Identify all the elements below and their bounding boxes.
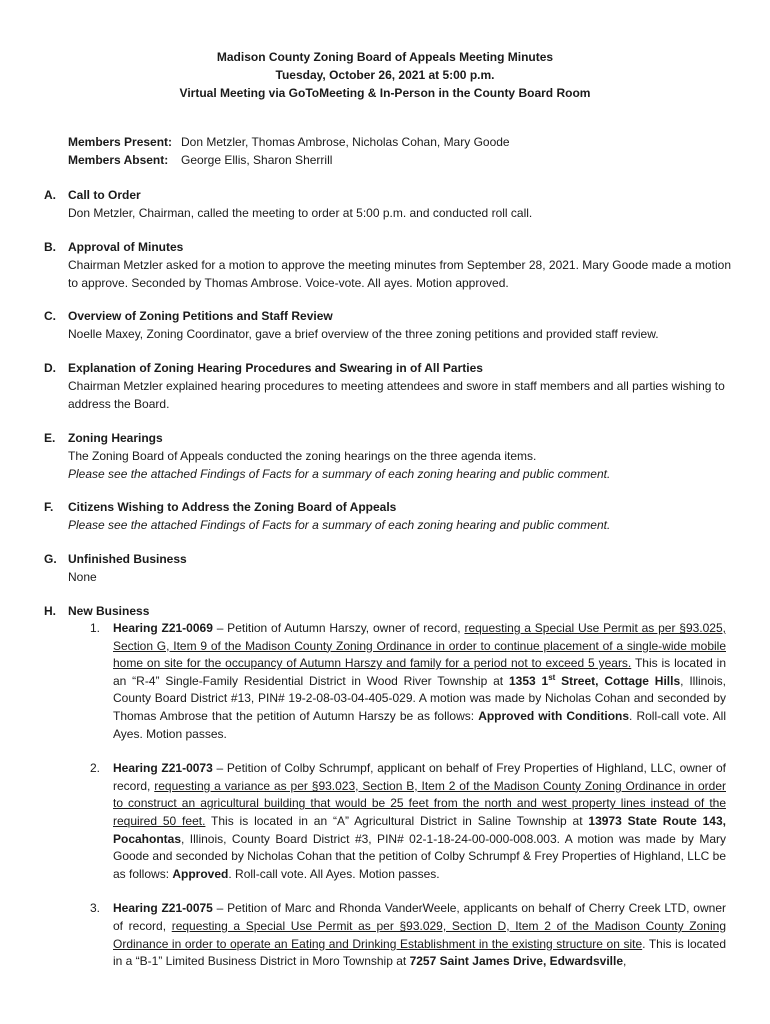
hearing-id: Hearing Z21-0073: [113, 761, 213, 776]
section-title: Approval of Minutes: [68, 240, 184, 254]
item-number: 2.: [90, 761, 101, 776]
members-present-label: Members Present:: [68, 135, 173, 149]
document-title: Madison County Zoning Board of Appeals Meeting Minutes: [216, 50, 554, 64]
document-header: [0, 48, 770, 102]
section-letter: H.: [44, 604, 56, 618]
section-d: [44, 359, 734, 413]
section-letter: D.: [44, 361, 56, 375]
item-text: This is located in an “R-4” Single-Family Residential District in Wood River Township at: [113, 656, 726, 688]
section-letter: A.: [44, 188, 56, 202]
hearing-id: Hearing Z21-0075: [113, 901, 213, 916]
section-title: Overview of Zoning Petitions and Staff Review: [68, 309, 333, 323]
meeting-location: Virtual Meeting via GoToMeeting & In-Person in the County Board Room: [179, 86, 591, 100]
new-business-list: [68, 620, 726, 988]
section-a: [44, 186, 734, 222]
item-text: This is located in an “A” Agricultural District in Saline Township at: [205, 813, 589, 828]
section-note: Please see the attached Findings of Facts for a summary of each zoning hearing and public comment.: [68, 467, 611, 481]
section-letter: B.: [44, 240, 56, 254]
request-text: requesting a Special Use Permit as per §93.025, Section G, Item 9 of the Madison County Zoning Ordinance in order to continue placement of a single-wide mobile home on site for the occupancy of Autumn Harszy and family for a period not to exceed 5 years.: [113, 621, 726, 671]
section-title: New Business: [68, 604, 150, 618]
property-address: 7257 Saint James Drive, Edwardsville: [409, 954, 624, 969]
item-text: , Illinois, County Board District #3, PIN# 02-1-18-24-00-000-008.003. A motion was made by Mary Goode and seconded by Nicholas Cohan that the petition of Colby Schrumpf & Frey Properties of Highland, LLC be as follows:: [113, 831, 726, 881]
list-item: [68, 900, 726, 970]
section-h: [44, 602, 734, 620]
item-text: . Roll-call vote. All Ayes. Motion passes.: [228, 866, 440, 881]
section-text: The Zoning Board of Appeals conducted the zoning hearings on the three agenda items.: [68, 449, 537, 463]
section-letter: G.: [44, 552, 57, 566]
meeting-date: Tuesday, October 26, 2021 at 5:00 p.m.: [275, 68, 495, 82]
section-b: [44, 238, 734, 292]
members-block: [68, 133, 510, 169]
section-text: Don Metzler, Chairman, called the meeting to order at 5:00 p.m. and conducted roll call.: [68, 206, 533, 220]
section-letter: C.: [44, 309, 56, 323]
item-text: – Petition of Colby Schrumpf, applicant on behalf of Frey Properties of Highland, LLC, owner of record,: [113, 761, 726, 793]
section-e: [44, 429, 734, 483]
section-f: [44, 498, 734, 534]
members-absent-row: [68, 151, 510, 169]
item-number: 3.: [90, 901, 101, 916]
decision: Approved with Conditions: [478, 708, 630, 723]
section-text: None: [68, 570, 97, 584]
members-absent-list: George Ellis, Sharon Sherrill: [181, 153, 333, 167]
section-title: Zoning Hearings: [68, 431, 163, 445]
section-letter: F.: [44, 500, 54, 514]
list-item: [68, 760, 726, 883]
item-text: ,: [623, 954, 627, 969]
section-g: [44, 550, 734, 586]
section-title: Explanation of Zoning Hearing Procedures and Swearing in of All Parties: [68, 361, 483, 375]
section-title: Unfinished Business: [68, 552, 187, 566]
section-text: Chairman Metzler explained hearing procedures to meeting attendees and swore in staff members and all parties wishing to address the Board.: [68, 379, 725, 411]
section-c: [44, 307, 734, 343]
section-text: Chairman Metzler asked for a motion to approve the meeting minutes from September 28, 2021. Mary Goode made a motion to approve. Seconded by Thomas Ambrose. Voice-vote. All ayes. Motion approved.: [68, 258, 731, 290]
address-superscript: st: [548, 672, 556, 682]
section-note: Please see the attached Findings of Facts for a summary of each zoning hearing and public comment.: [68, 518, 611, 532]
address-part: 1353 1: [508, 673, 549, 688]
list-item: [68, 620, 726, 743]
property-address: [509, 674, 680, 688]
property-address: 13973 State Route 143, Pocahontas: [113, 813, 726, 846]
members-present-list: Don Metzler, Thomas Ambrose, Nicholas Cohan, Mary Goode: [181, 135, 510, 149]
item-text: – Petition of Autumn Harszy, owner of record,: [212, 621, 465, 635]
decision: Approved: [172, 866, 229, 881]
request-text: requesting a variance as per §93.023, Section B, Item 2 of the Madison County Zoning Ordinance in order to construct an agricultural building that would be 25 feet from the north and west property lines instead of the required 50 feet.: [113, 778, 726, 828]
item-text: , Illinois, County Board District #13, PIN# 19-2-08-03-04-405-029. A motion was made by Nicholas Cohan and seconded by Thomas Ambrose that the petition of Autumn Harszy be as follows:: [113, 673, 726, 723]
section-title: Call to Order: [68, 188, 141, 202]
section-text: Noelle Maxey, Zoning Coordinator, gave a brief overview of the three zoning petitions and provided staff review.: [68, 327, 659, 341]
item-text: . Roll-call vote. All Ayes. Motion passes.: [113, 708, 727, 741]
members-present-row: [68, 133, 510, 151]
hearing-id: Hearing Z21-0069: [113, 621, 213, 635]
item-number: 1.: [90, 621, 101, 635]
members-absent-label: Members Absent:: [68, 153, 169, 167]
section-letter: E.: [44, 431, 56, 445]
address-part: Street, Cottage Hills: [555, 673, 681, 688]
item-text: – Petition of Marc and Rhonda VanderWeele, applicants on behalf of Cherry Creek LTD, owner of record,: [113, 901, 726, 933]
request-text: requesting a Special Use Permit as per §93.029, Section D, Item 2 of the Madison County Zoning Ordinance in order to operate an Eating and Drinking Establishment in the existing structure on site: [113, 918, 726, 951]
item-text: . This is located in a “B-1” Limited Business District in Moro Township at: [113, 936, 726, 969]
section-title: Citizens Wishing to Address the Zoning Board of Appeals: [68, 500, 397, 514]
